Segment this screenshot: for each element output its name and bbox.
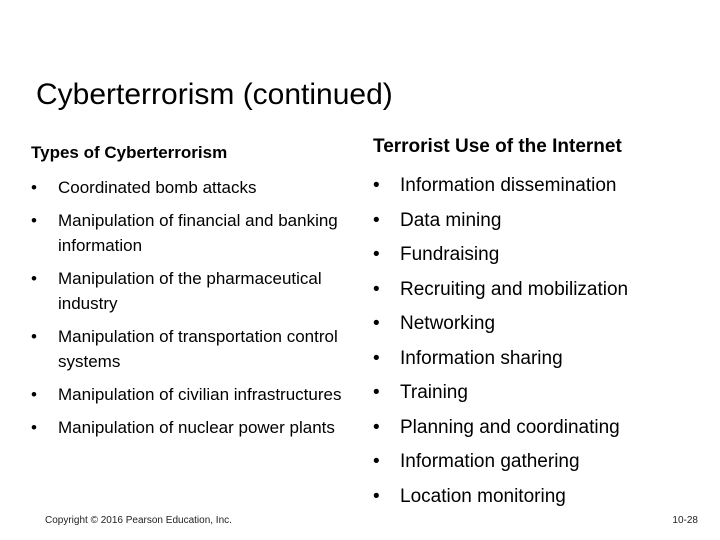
bullet-icon: • bbox=[373, 382, 380, 403]
list-item: • Manipulation of civilian infrastructures bbox=[31, 382, 343, 407]
list-item: • Fundraising bbox=[373, 238, 703, 273]
list-item: • Planning and coordinating bbox=[373, 411, 703, 446]
list-item: • Location monitoring bbox=[373, 480, 703, 515]
bullet-icon: • bbox=[31, 418, 37, 437]
types-of-cyberterrorism-column bbox=[31, 141, 343, 448]
bullet-icon: • bbox=[373, 416, 380, 438]
list-item: • Coordinated bomb attacks bbox=[31, 175, 343, 200]
bullet-icon: • bbox=[373, 209, 380, 231]
list-item: • Training bbox=[373, 376, 703, 411]
bullet-icon: • bbox=[373, 244, 380, 265]
list-item: • Manipulation of the pharmaceutical industry bbox=[31, 266, 343, 316]
list-item: • Information sharing bbox=[373, 342, 703, 377]
list-item: • Recruiting and mobilization bbox=[373, 273, 703, 308]
page-number: 10-28 bbox=[672, 515, 698, 526]
list-item: • Information dissemination bbox=[373, 169, 703, 204]
types-list bbox=[31, 175, 343, 440]
copyright-footer: Copyright © 2016 Pearson Education, Inc. bbox=[45, 515, 232, 526]
right-column-heading: Terrorist Use of the Internet bbox=[373, 136, 622, 157]
bullet-icon: • bbox=[31, 385, 37, 404]
list-item: • Manipulation of financial and banking information bbox=[31, 208, 343, 258]
bullet-icon: • bbox=[373, 451, 380, 472]
slide-title: Cyberterrorism (continued) bbox=[36, 78, 393, 112]
bullet-icon: • bbox=[373, 175, 380, 196]
bullet-icon: • bbox=[31, 269, 37, 288]
list-item: • Data mining bbox=[373, 204, 703, 239]
bullet-icon: • bbox=[31, 211, 37, 230]
list-item: • Manipulation of nuclear power plants bbox=[31, 415, 343, 440]
list-item: • Manipulation of transportation control systems bbox=[31, 324, 343, 374]
uses-list bbox=[373, 169, 703, 514]
left-column-heading: Types of Cyberterrorism bbox=[31, 143, 228, 162]
list-item: • Networking bbox=[373, 307, 703, 342]
bullet-icon: • bbox=[373, 485, 380, 507]
list-item: • Information gathering bbox=[373, 445, 703, 480]
bullet-icon: • bbox=[373, 347, 380, 369]
bullet-icon: • bbox=[373, 278, 380, 300]
bullet-icon: • bbox=[31, 178, 37, 197]
bullet-icon: • bbox=[373, 313, 380, 334]
terrorist-use-of-internet-column bbox=[373, 133, 703, 514]
bullet-icon: • bbox=[31, 327, 37, 346]
